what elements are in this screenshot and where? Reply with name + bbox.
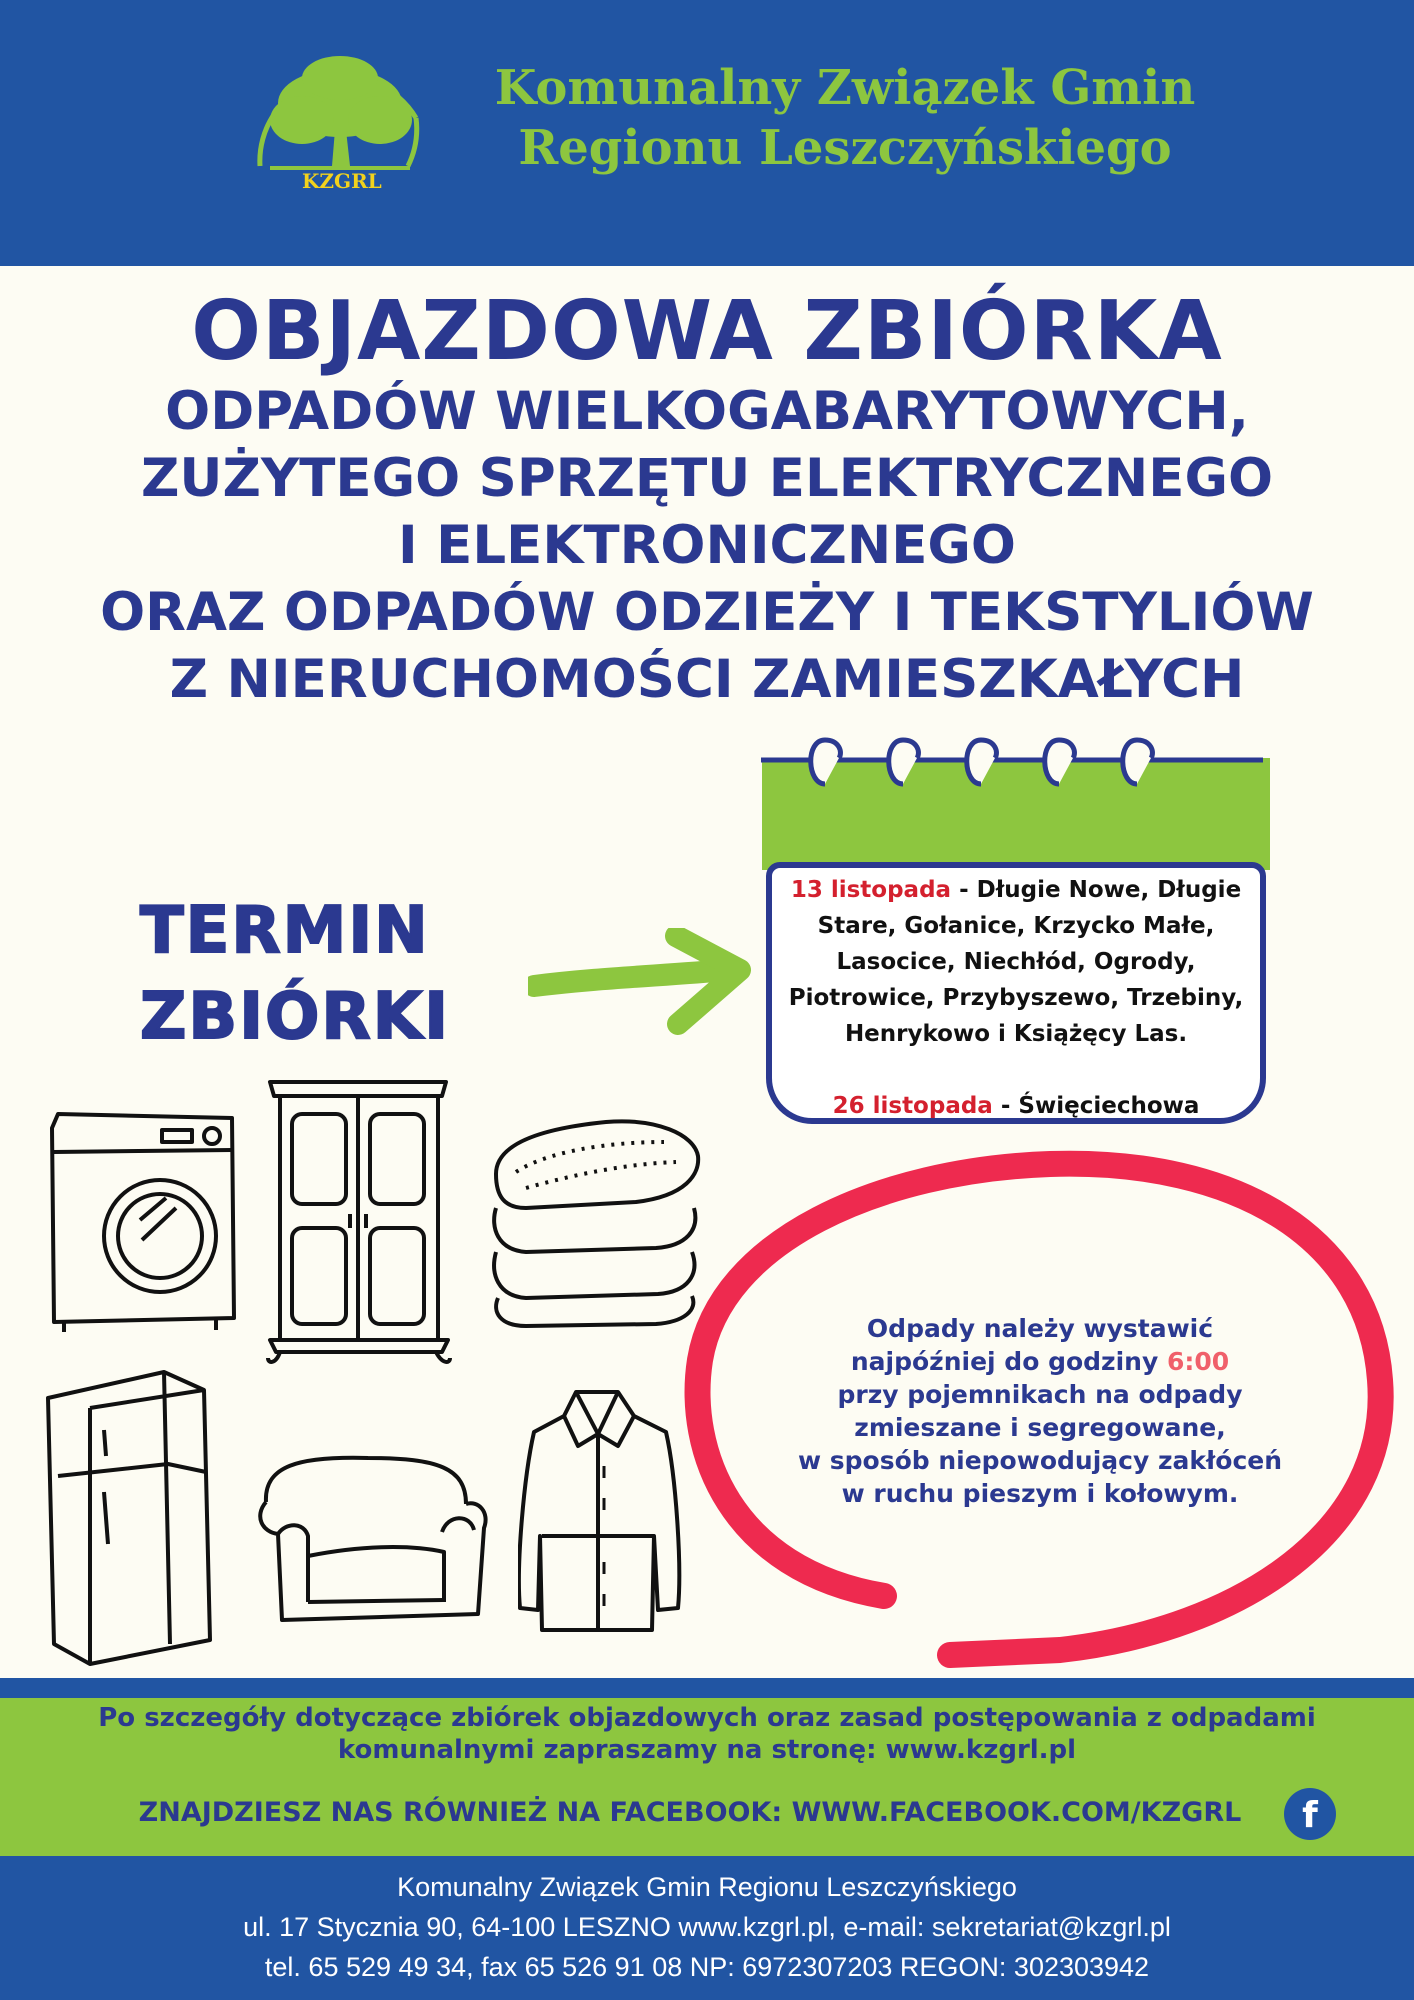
- termin-line2: ZBIÓRKI: [140, 980, 451, 1054]
- collection-date-heading: [140, 888, 560, 1060]
- footer-line3: tel. 65 529 49 34, fax 65 526 91 08 NP: 6972307203 REGON: 302303942: [264, 1952, 1150, 1982]
- subtitle-line: Z NIERUCHOMOŚCI ZAMIESZKAŁYCH: [169, 649, 1245, 710]
- entry2-date: 26 listopada: [832, 1093, 993, 1119]
- termin-line1: TERMIN: [140, 894, 430, 968]
- subtitle-line: ODPADÓW WIELKOGABARYTOWYCH,: [165, 381, 1249, 442]
- entry1-date: 13 listopada: [790, 877, 952, 903]
- facebook-icon[interactable]: f: [1284, 1788, 1336, 1840]
- folded-blankets-icon: [486, 1112, 708, 1330]
- subtitle-line: ORAZ ODPADÓW ODZIEŻY I TEKSTYLIÓW: [100, 582, 1314, 643]
- entry2-places: - Święciechowa: [992, 1093, 1200, 1119]
- wardrobe-icon: [266, 1078, 452, 1368]
- coat-icon: [518, 1386, 682, 1634]
- calendar-entry-2: [770, 1088, 1262, 1124]
- tree-logo-icon: [240, 48, 440, 198]
- arrow-right-icon: [528, 928, 758, 1038]
- footer-line1: Komunalny Związek Gmin Regionu Leszczyńskiego: [397, 1872, 1017, 1902]
- page-title: OBJAZDOWA ZBIÓRKA: [191, 284, 1223, 379]
- details-text: [0, 1702, 1414, 1766]
- note-time: 6:00: [1166, 1347, 1230, 1376]
- calendar-rings-icon: [755, 728, 1275, 798]
- organization-name: [420, 58, 1270, 178]
- org-name-line2: Regionu Leszczyńskiego: [518, 120, 1172, 176]
- details-line2[interactable]: komunalnymi zapraszamy na stronę: www.kzgrl.pl: [337, 1735, 1077, 1765]
- subtitle-line: I ELEKTRONICZNEGO: [398, 515, 1016, 576]
- refrigerator-icon: [44, 1368, 214, 1666]
- page-subtitle: [0, 378, 1414, 713]
- note-line: przy pojemnikach na odpady: [837, 1380, 1243, 1409]
- note-line: Odpady należy wystawić: [866, 1314, 1214, 1343]
- footer-contact: [0, 1867, 1414, 1987]
- subtitle-line: ZUŻYTEGO SPRZĘTU ELEKTRYCZNEGO: [141, 448, 1273, 509]
- facebook-link[interactable]: ZNAJDZIESZ NAS RÓWNIEŻ NA FACEBOOK: WWW.FACEBOOK.COM/KZGRL: [138, 1797, 1242, 1828]
- note-line: zmieszane i segregowane,: [854, 1413, 1226, 1442]
- note-line: [760, 1345, 1320, 1378]
- entry1-places: - Długie Nowe, Długie Stare, Gołanice, Krzycko Małe, Lasocice, Niechłód, Ogrody, Piotrowice, Przybyszewo, Trzebiny, Henrykowo i Książęcy Las.: [788, 877, 1244, 1047]
- footer-line2: ul. 17 Stycznia 90, 64-100 LESZNO www.kzgrl.pl, e-mail: sekretariat@kzgrl.pl: [243, 1912, 1171, 1942]
- details-line1: Po szczegóły dotyczące zbiórek objazdowych oraz zasad postępowania z odpadami: [98, 1703, 1316, 1733]
- note-line: w sposób niepowodujący zakłóceń: [797, 1446, 1283, 1475]
- armchair-icon: [258, 1452, 490, 1626]
- calendar-dates: [770, 872, 1262, 1124]
- org-name-line1: Komunalny Związek Gmin: [494, 60, 1196, 116]
- instructions-note: [760, 1312, 1320, 1510]
- info-band-divider: [0, 1678, 1414, 1698]
- note-line2-text: najpóźniej do godziny: [850, 1347, 1167, 1376]
- washing-machine-icon: [44, 1108, 240, 1334]
- note-line: w ruchu pieszym i kołowym.: [841, 1479, 1239, 1508]
- logo-text: KZGRL: [302, 169, 382, 193]
- calendar-entry-1: [770, 872, 1262, 1052]
